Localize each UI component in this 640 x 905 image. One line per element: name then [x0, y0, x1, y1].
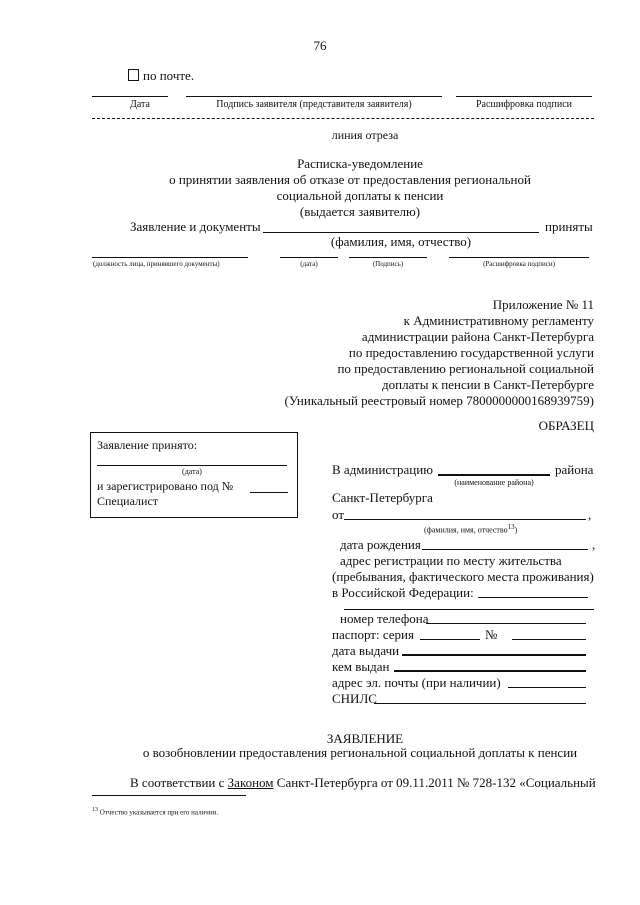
appendix-line-2: к Административному регламенту	[403, 313, 594, 328]
footnote-mark: 13	[92, 807, 98, 813]
receipt-signature-caption: (Подпись)	[372, 260, 404, 268]
fio-caption-text: (фамилия, имя, отчество	[424, 525, 508, 535]
applicant-fio-line	[344, 519, 586, 520]
email-label: адрес эл. почты (при наличии)	[332, 675, 501, 690]
position-line	[92, 257, 248, 258]
footnote	[92, 806, 218, 817]
by-mail-label: по почте.	[143, 68, 195, 83]
email-line	[508, 687, 586, 688]
accepted-date-caption: (дата)	[182, 467, 202, 476]
sample-label: ОБРАЗЕЦ	[538, 418, 594, 433]
registration-line-3: в Российской Федерации:	[332, 585, 474, 600]
issued-by-label: кем выдан	[332, 659, 390, 674]
decode-line	[456, 96, 592, 97]
position-caption: (должность лица, принявшего документы)	[93, 260, 220, 268]
receipt-line-4: (выдается заявителю)	[299, 204, 421, 219]
appendix-line-3: администрации района Санкт-Петербурга	[361, 329, 594, 344]
statement-body-end: Санкт-Петербурга от 09.11.2011 № 728-132 «Социальный	[273, 775, 596, 790]
accepted-date-line	[97, 465, 287, 466]
passport-number-line	[512, 639, 586, 640]
fio-caption-close: )	[514, 525, 518, 535]
statement-title: ЗАЯВЛЕНИЕ	[326, 731, 404, 746]
registration-address-line	[478, 597, 588, 598]
city-label: Санкт-Петербурга	[332, 490, 433, 505]
birth-date-line	[422, 549, 588, 550]
decode-caption: Расшифровка подписи	[476, 99, 572, 110]
checkbox-icon[interactable]	[128, 69, 139, 81]
from-label: от	[332, 507, 345, 522]
passport-series-line	[420, 639, 480, 640]
law-link[interactable]: Законом	[227, 775, 274, 790]
passport-series-label: паспорт: серия	[332, 627, 414, 642]
snils-line	[374, 703, 586, 704]
passport-number-sign: №	[485, 627, 498, 642]
receipt-date-line	[280, 257, 338, 258]
page-number: 76	[313, 38, 327, 53]
issue-date-line	[402, 654, 586, 656]
from-comma: ,	[588, 507, 592, 522]
phone-line	[426, 623, 586, 624]
date-caption: Дата	[130, 99, 150, 110]
statement-subtitle: о возобновлении предоставления региональной социальной доплаты к пенсии	[142, 745, 578, 760]
registration-line-1: адрес регистрации по месту жительства	[340, 553, 562, 568]
birth-comma: ,	[592, 537, 596, 552]
footnote-separator	[92, 795, 246, 796]
cut-line-label: линия отреза	[331, 128, 399, 142]
receipt-line-2: о принятии заявления об отказе от предоставления региональной	[169, 172, 531, 187]
receipt-date-caption: (дата)	[300, 260, 318, 268]
registration-address-line-2	[344, 609, 594, 610]
registration-number-line	[250, 492, 288, 493]
district-label: района	[555, 462, 594, 477]
snils-label: СНИЛС	[332, 691, 377, 706]
receipt-line-3: социальной доплаты к пенсии	[276, 188, 444, 203]
receipt-title: Расписка-уведомление	[297, 156, 423, 171]
registration-line-2: (пребывания, фактического места проживания)	[332, 569, 594, 584]
footnote-text: Отчество указывается при его наличии.	[98, 808, 219, 817]
specialist-label: Специалист	[97, 494, 159, 508]
appendix-line-1: Приложение № 11	[492, 297, 594, 312]
issue-date-label: дата выдачи	[332, 643, 400, 658]
appendix-line-7: (Уникальный реестровый номер 7800000000168939759)	[284, 393, 594, 408]
appendix-line-6: доплаты к пенсии в Санкт-Петербурге	[382, 377, 594, 392]
cut-dashed-line	[92, 118, 594, 119]
district-line	[438, 474, 550, 476]
phone-label: номер телефона	[340, 611, 429, 626]
appendix-line-5: по предоставлению региональной социальной	[337, 361, 594, 376]
district-caption: (наименование района)	[454, 478, 534, 487]
accepted-label: приняты	[545, 219, 593, 234]
birth-date-label: дата рождения	[340, 537, 421, 552]
by-mail-option[interactable]	[128, 68, 194, 83]
signature-caption: Подпись заявителя (представителя заявителя)	[216, 99, 412, 110]
receipt-decode-line	[449, 257, 589, 258]
issued-by-line	[394, 670, 586, 672]
documents-label: Заявление и документы	[130, 219, 261, 234]
statement-body-start: В соответствии с	[130, 775, 228, 790]
appendix-line-4: по предоставлению государственной услуги	[348, 345, 594, 360]
to-administration-label: В администрацию	[332, 462, 433, 477]
applicant-fio-caption	[424, 522, 517, 536]
date-line	[92, 96, 168, 97]
signature-line	[186, 96, 442, 97]
accepted-box-title: Заявление принято:	[97, 438, 198, 452]
statement-body	[130, 775, 596, 790]
receipt-signature-line	[349, 257, 427, 258]
registered-label: и зарегистрировано под №	[97, 479, 234, 493]
applicant-name-line	[263, 232, 539, 233]
receipt-decode-caption: (Расшифровка подписи)	[483, 260, 555, 268]
fio-caption: (фамилия, имя, отчество)	[330, 234, 472, 249]
footnote-ref: 13	[507, 523, 515, 531]
